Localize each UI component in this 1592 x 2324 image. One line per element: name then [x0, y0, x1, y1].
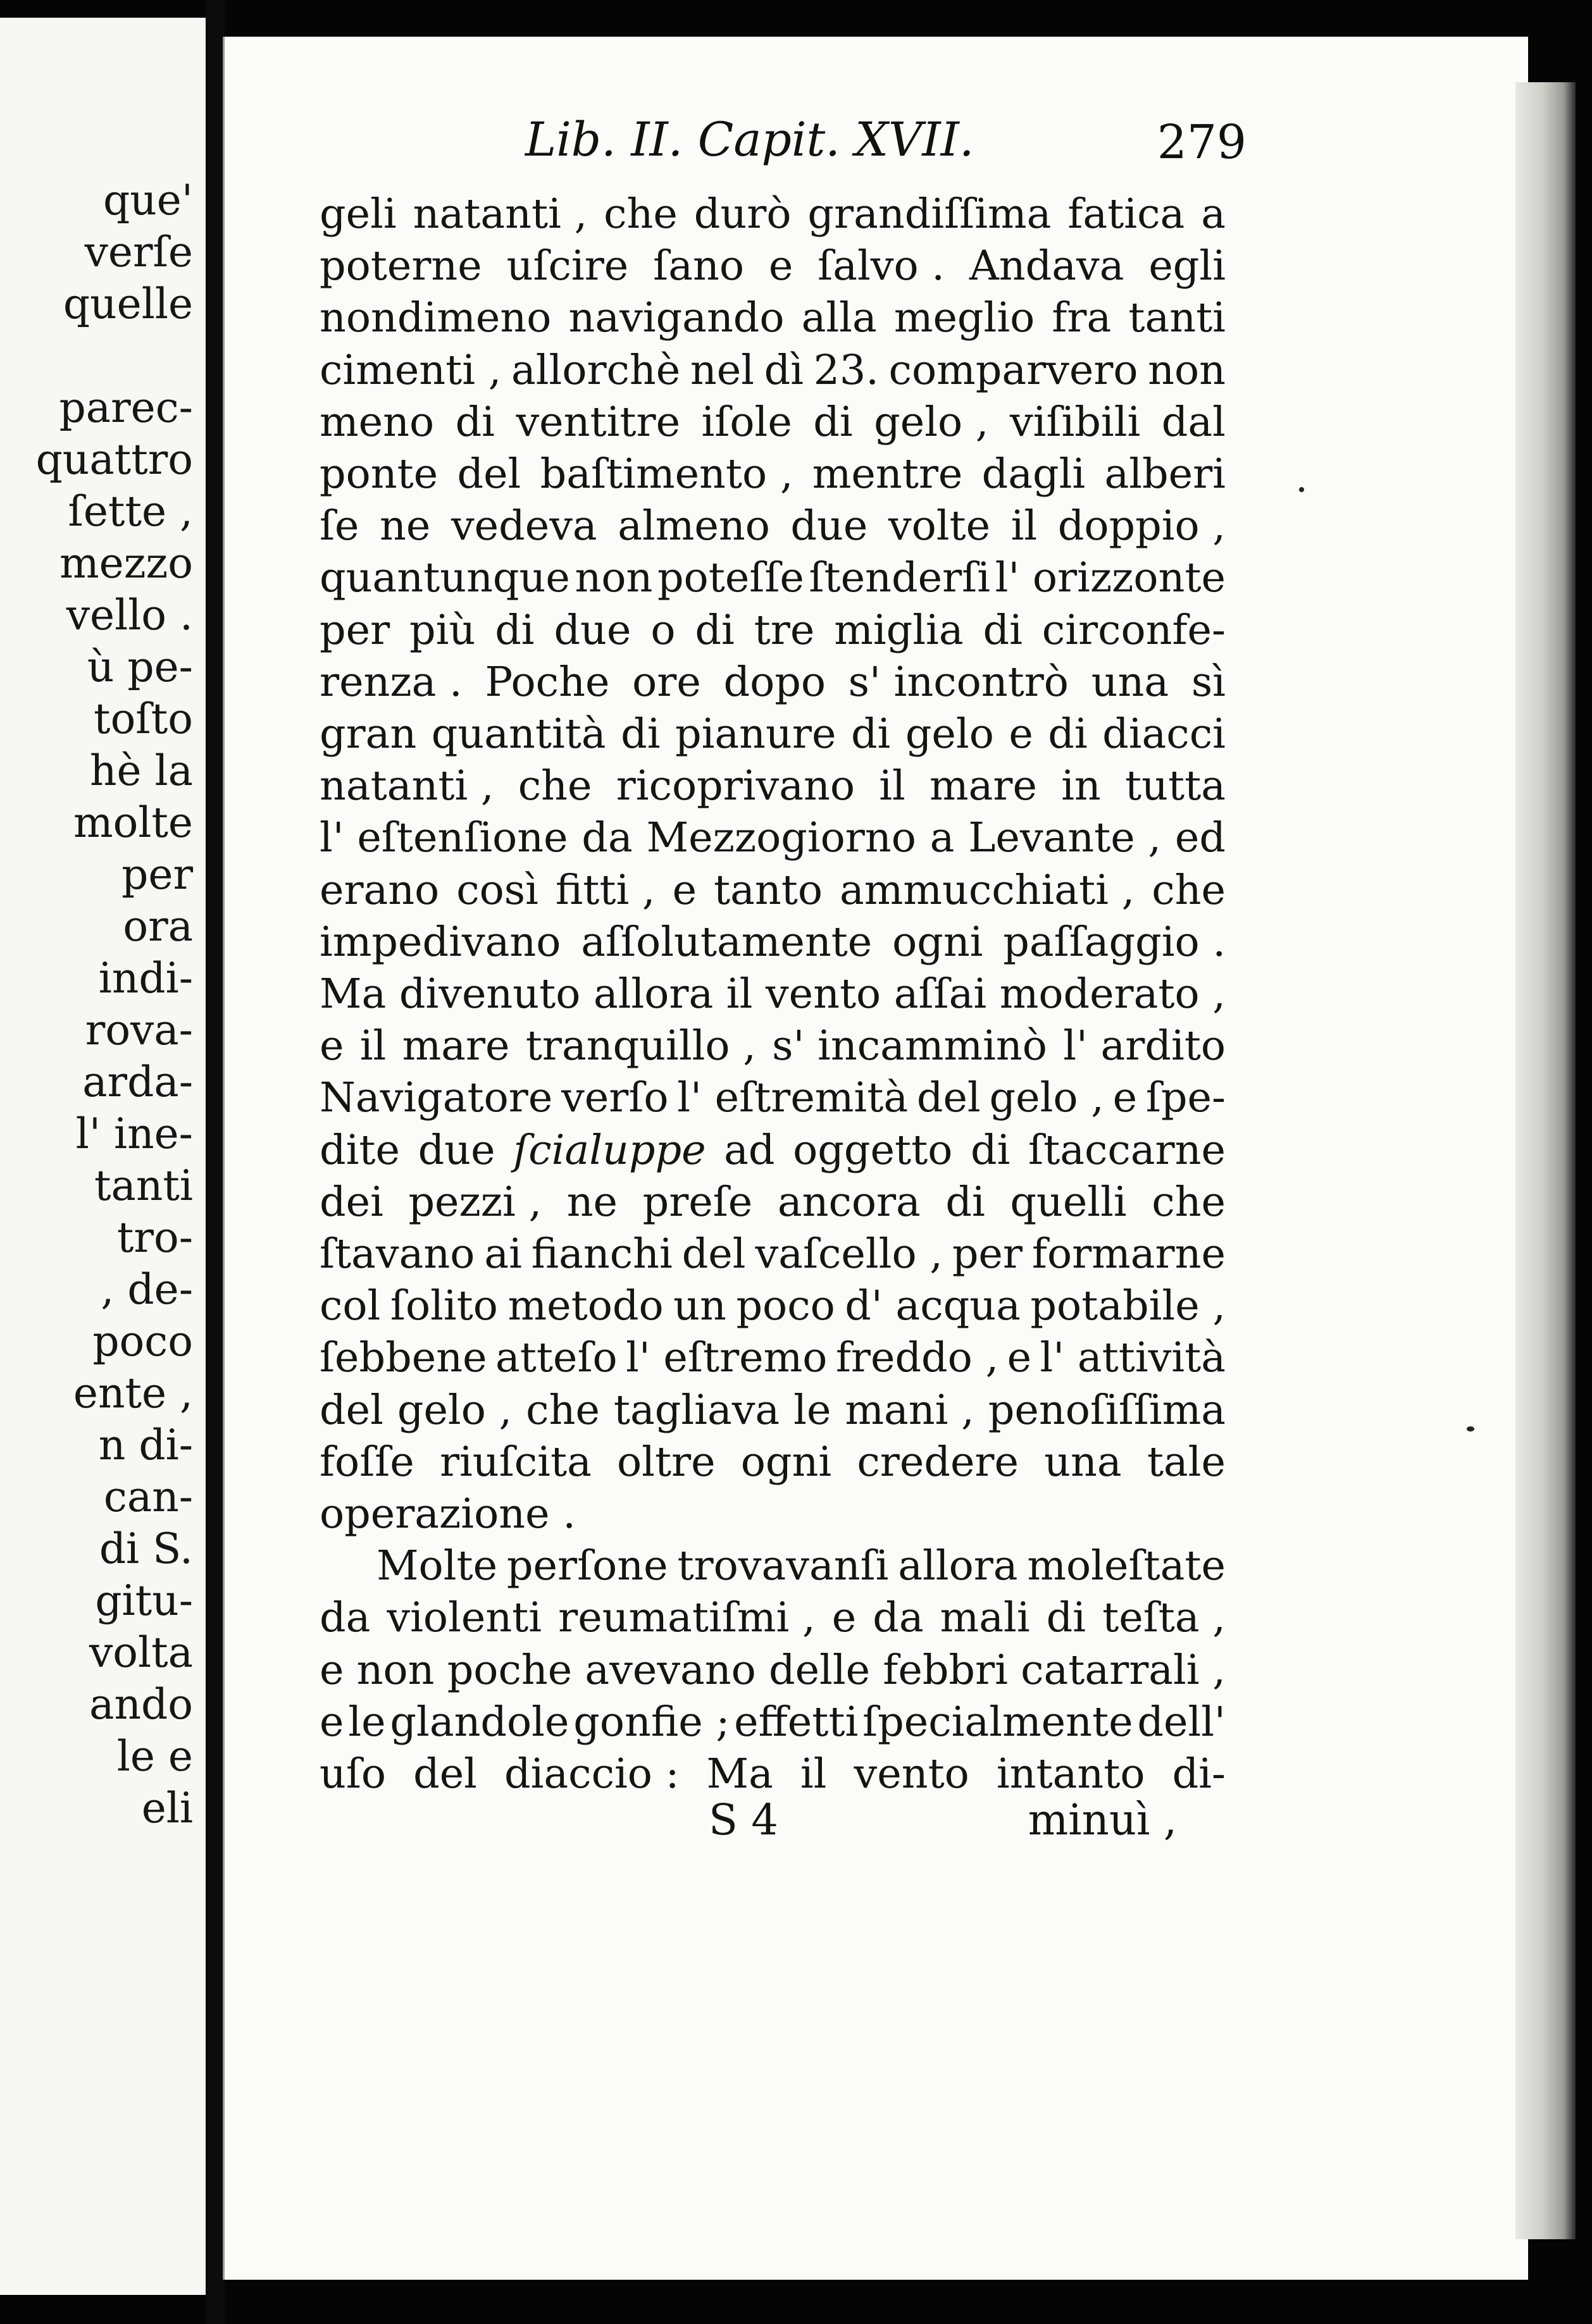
running-head: Lib. II. Capit. XVII.: [525, 113, 974, 167]
word: ventitre: [516, 398, 681, 446]
word: una: [1044, 1438, 1122, 1486]
word: catarrali ,: [1021, 1646, 1226, 1694]
word: credere: [857, 1438, 1019, 1486]
word: vedeva: [451, 502, 597, 550]
word: metodo: [507, 1282, 664, 1330]
word: e: [672, 866, 697, 914]
word: l' orizzonte: [995, 554, 1226, 602]
left-page-line: quattro: [35, 435, 193, 484]
text-line: [320, 240, 1226, 292]
word: due: [554, 606, 631, 654]
word: viſibili: [1009, 398, 1141, 446]
word: di: [621, 710, 661, 758]
word: ad: [724, 1126, 775, 1174]
word: freddo ,: [835, 1334, 999, 1382]
word: ſe: [320, 502, 359, 550]
text-line: [320, 1385, 1226, 1437]
word: oggetto: [793, 1126, 953, 1174]
left-page-line: , de-: [101, 1265, 193, 1314]
word: geli: [320, 190, 397, 238]
text-line: [320, 865, 1226, 917]
word: potabile ,: [1030, 1282, 1226, 1330]
word: di: [455, 398, 495, 446]
word: non: [1148, 346, 1226, 394]
word: l' eſtenſione: [320, 814, 568, 862]
word: gonfie ;: [573, 1698, 730, 1746]
word: gelo: [905, 710, 994, 758]
left-page-line: can-: [103, 1473, 193, 1521]
word: cimenti ,: [320, 346, 502, 394]
left-page-line: arda-: [82, 1058, 193, 1106]
text-line: [320, 657, 1226, 708]
left-page-line: gitu-: [95, 1576, 193, 1625]
word: in: [1061, 762, 1101, 810]
left-page-line: hè la: [89, 746, 193, 795]
text-line: [320, 1280, 1226, 1332]
left-page-line: mezzo: [59, 539, 193, 588]
ink-speck: [1467, 1426, 1474, 1431]
word: per: [952, 1230, 1023, 1278]
left-page-line: per: [121, 850, 193, 899]
word: violenti: [387, 1594, 542, 1642]
word: ſalvo .: [818, 242, 945, 290]
word: baſtimento ,: [540, 450, 793, 498]
word: nel: [690, 346, 754, 394]
word: a: [930, 814, 955, 862]
word: mare: [402, 1022, 510, 1070]
word: del: [457, 450, 521, 498]
word: poco: [736, 1282, 835, 1330]
word: Andava: [969, 242, 1124, 290]
word: le: [793, 1386, 831, 1434]
word: che: [518, 762, 592, 810]
left-page-line: l' ine-: [75, 1109, 193, 1158]
word: uſo: [320, 1750, 387, 1798]
word: ſpe-: [1145, 1074, 1226, 1122]
word: sì: [1191, 658, 1226, 706]
word: Molte: [376, 1542, 498, 1590]
word: avevano: [585, 1646, 756, 1694]
word: circonfe-: [1042, 606, 1226, 654]
word: volte: [888, 502, 991, 550]
word: e: [1007, 1334, 1032, 1382]
word: Poche: [485, 658, 610, 706]
word: da: [873, 1594, 924, 1642]
word: gelo ,: [874, 398, 989, 446]
left-page-line: tro-: [116, 1213, 193, 1262]
word: febbri: [883, 1646, 1008, 1694]
word: Ma: [706, 1750, 773, 1798]
word: uſcire: [506, 242, 629, 290]
word: ed: [1174, 814, 1226, 862]
word: ſtaccarne: [1028, 1126, 1226, 1174]
left-page-line: tanti: [94, 1161, 193, 1210]
text-line: [320, 968, 1226, 1020]
word: perſone: [506, 1542, 668, 1590]
word: più: [409, 606, 476, 654]
word: ancora: [777, 1178, 921, 1226]
word: dei: [320, 1178, 383, 1226]
word: trovavanſi: [677, 1542, 889, 1590]
word: fatica: [1067, 190, 1185, 238]
word: poteſſe: [657, 554, 804, 602]
word: a: [1201, 190, 1226, 238]
word: pezzi ,: [408, 1178, 542, 1226]
word: e: [768, 242, 793, 290]
word: grandiſſima: [807, 190, 1052, 238]
word: ſcialuppe: [513, 1126, 706, 1174]
left-page-line: ando: [89, 1680, 193, 1729]
text-line: [320, 292, 1226, 344]
word: da: [320, 1594, 371, 1642]
word: fianchi: [531, 1230, 673, 1278]
left-page-line: ora: [123, 902, 193, 951]
signature-mark: S 4: [709, 1795, 778, 1845]
word: aſſai: [893, 970, 987, 1018]
word: verſo: [561, 1074, 669, 1122]
text-line: [320, 605, 1226, 657]
word: del: [413, 1750, 477, 1798]
word: dell': [1137, 1698, 1226, 1746]
text-line: [320, 1020, 1226, 1072]
left-page-line: di S.: [99, 1524, 193, 1573]
word: non: [575, 554, 653, 602]
word: quantità: [431, 710, 606, 758]
word: dite: [320, 1126, 400, 1174]
ink-speck: [1299, 487, 1304, 492]
word: un: [673, 1282, 726, 1330]
left-page-line: ente ,: [73, 1369, 193, 1418]
word: dopo: [723, 658, 826, 706]
left-page-line: ù pe-: [87, 643, 193, 691]
word: che: [604, 190, 678, 238]
word: gelo ,: [397, 1386, 513, 1434]
word: tanti: [1128, 294, 1226, 342]
word: e: [320, 1698, 344, 1746]
word: le: [348, 1698, 386, 1746]
word: dagli: [981, 450, 1086, 498]
word: meno: [320, 398, 435, 446]
word: ſtenderſi: [809, 554, 990, 602]
word: ricoprivano: [616, 762, 855, 810]
word: il: [800, 1750, 827, 1798]
word: di: [971, 1126, 1011, 1174]
left-page-line: indi-: [98, 954, 193, 1003]
word: meglio: [893, 294, 1035, 342]
word: riuſcita: [439, 1438, 592, 1486]
text-line: [320, 1177, 1226, 1228]
word: allorchè: [511, 346, 681, 394]
word: tutta: [1124, 762, 1226, 810]
word: miglia: [834, 606, 964, 654]
word: ne: [566, 1178, 618, 1226]
word: e: [831, 1594, 857, 1642]
word: fra: [1052, 294, 1112, 342]
word: e: [320, 1646, 344, 1694]
word: ponte: [320, 450, 438, 498]
text-line: [320, 1437, 1226, 1488]
page-number: 279: [1157, 115, 1247, 170]
word: di: [1046, 1594, 1086, 1642]
word: ſano: [653, 242, 744, 290]
word: che: [526, 1386, 600, 1434]
word: diaccio :: [504, 1750, 680, 1798]
word: ſtavano: [320, 1230, 475, 1278]
word: da: [581, 814, 633, 862]
left-page-line: que': [103, 176, 193, 225]
word: tre: [754, 606, 815, 654]
word: alberi: [1104, 450, 1226, 498]
left-page-line: le e: [116, 1732, 193, 1781]
word: aſſolutamente: [581, 918, 873, 966]
left-page-line: ſette ,: [68, 487, 193, 536]
word: ſpecialmente: [862, 1698, 1133, 1746]
word: l' ardito: [1063, 1022, 1226, 1070]
word: ogni: [740, 1438, 832, 1486]
word: che: [1152, 866, 1226, 914]
word: mali: [940, 1594, 1030, 1642]
text-line: [320, 448, 1226, 500]
word: del: [916, 1074, 981, 1122]
word: vento: [854, 1750, 969, 1798]
word: fitti ,: [555, 866, 656, 914]
word: moleſtate: [1027, 1542, 1226, 1590]
word: ai: [484, 1230, 522, 1278]
word: operazione .: [320, 1490, 576, 1538]
word: l' attività: [1040, 1334, 1226, 1382]
word: col: [320, 1282, 381, 1330]
word: di-: [1172, 1750, 1226, 1798]
text-line: [320, 708, 1226, 760]
word: di: [695, 606, 735, 654]
left-page-line: volta: [89, 1628, 193, 1677]
word: foſſe: [320, 1438, 414, 1486]
text-line: [320, 1697, 1226, 1748]
word: mentre: [812, 450, 963, 498]
word: paſſaggio .: [1003, 918, 1226, 966]
page-header: [525, 113, 1247, 182]
left-page-line: molte: [73, 798, 193, 847]
word: divenuto: [399, 970, 581, 1018]
text-line: [320, 1488, 1226, 1540]
word: poterne: [320, 242, 482, 290]
word: ogni: [892, 918, 983, 966]
word: tale: [1147, 1438, 1226, 1486]
word: del: [681, 1230, 746, 1278]
word: renza .: [320, 658, 463, 706]
word: di: [983, 606, 1023, 654]
word: intanto: [996, 1750, 1145, 1798]
word: il: [1011, 502, 1038, 550]
text-line: [320, 1332, 1226, 1384]
word: o: [650, 606, 676, 654]
word: di: [945, 1178, 985, 1226]
word: non: [356, 1646, 435, 1694]
word: nondimeno: [320, 294, 552, 342]
text-line: [320, 1748, 1226, 1800]
word: erano: [320, 866, 440, 914]
left-page-line: vello .: [66, 591, 193, 640]
word: glandole: [390, 1698, 569, 1746]
left-page-line: n di-: [98, 1421, 193, 1469]
word: Navigatore: [320, 1074, 553, 1122]
word: che: [1152, 1178, 1226, 1226]
left-page-line: poco: [92, 1317, 193, 1366]
text-line: [320, 1540, 1226, 1592]
left-page-line: eli: [141, 1784, 193, 1833]
word: natanti ,: [320, 762, 494, 810]
left-page-line: quelle: [63, 280, 193, 328]
page-footer: [709, 1795, 1177, 1845]
text-line: [320, 397, 1226, 448]
word: Mezzogiorno: [646, 814, 916, 862]
word: ſebbene: [320, 1334, 487, 1382]
word: di: [850, 710, 891, 758]
word: mani ,: [845, 1386, 974, 1434]
word: gran: [320, 710, 417, 758]
word: impedivano: [320, 918, 561, 966]
word: il: [726, 970, 753, 1018]
word: preſe: [642, 1178, 753, 1226]
text-line: [320, 345, 1226, 397]
text-line: [320, 1228, 1226, 1280]
word: Ma: [320, 970, 387, 1018]
word: il: [879, 762, 905, 810]
word: formarne: [1031, 1230, 1226, 1278]
text-line: [320, 1072, 1226, 1124]
text-line: [320, 812, 1226, 864]
word: moderato ,: [999, 970, 1226, 1018]
word: allora: [898, 1542, 1018, 1590]
word: doppio ,: [1057, 502, 1226, 550]
word: pianure: [675, 710, 836, 758]
word: e: [320, 1022, 344, 1070]
text-line: [320, 1645, 1226, 1697]
word: durò: [693, 190, 792, 238]
word: s' incontrò: [848, 658, 1069, 706]
left-page-line: verſe: [84, 228, 193, 276]
word: egli: [1148, 242, 1226, 290]
word: diacci: [1102, 710, 1226, 758]
word: alla: [801, 294, 877, 342]
word: di: [495, 606, 535, 654]
word: il: [359, 1022, 387, 1070]
word: ſolito: [390, 1282, 498, 1330]
book-gutter: [206, 0, 225, 2324]
word: allora: [593, 970, 714, 1018]
word: dal: [1161, 398, 1226, 446]
word: di: [1048, 710, 1088, 758]
word: di: [813, 398, 853, 446]
word: vento: [765, 970, 881, 1018]
word: del: [320, 1386, 383, 1434]
word: ore: [632, 658, 701, 706]
page-stack-edge: [1515, 82, 1576, 2239]
word: due: [418, 1126, 495, 1174]
word: iſole: [701, 398, 792, 446]
word: teſta ,: [1102, 1594, 1226, 1642]
previous-page: [0, 18, 215, 2295]
text-line: [320, 1592, 1226, 1644]
word: l' eſtremità: [677, 1074, 909, 1122]
word: effetti: [734, 1698, 859, 1746]
catchword: minuì ,: [1028, 1795, 1177, 1845]
word: s' incamminò: [772, 1022, 1047, 1070]
word: una: [1091, 658, 1169, 706]
word: atteſo: [495, 1334, 618, 1382]
word: dì: [764, 346, 804, 394]
text-line: [320, 552, 1226, 604]
word: 23.: [813, 346, 879, 394]
text-line: [320, 1125, 1226, 1177]
word: quelli: [1010, 1178, 1127, 1226]
left-page-line: parec-: [59, 383, 193, 432]
word: d' acqua: [845, 1282, 1021, 1330]
word: tanto: [713, 866, 823, 914]
text-line: [320, 917, 1226, 968]
word: comparvero: [888, 346, 1138, 394]
word: due: [790, 502, 868, 550]
word: almeno: [618, 502, 770, 550]
word: penoſiſſima: [988, 1386, 1226, 1434]
word: vaſcello ,: [755, 1230, 943, 1278]
word: e: [1009, 710, 1033, 758]
word: tagliava: [613, 1386, 780, 1434]
word: oltre: [617, 1438, 716, 1486]
word: poche: [447, 1646, 573, 1694]
text-line: [320, 760, 1226, 812]
word: navigando: [568, 294, 785, 342]
word: quantunque: [320, 554, 570, 602]
word: per: [320, 606, 390, 654]
text-line: [320, 500, 1226, 552]
word: l' eſtremo: [626, 1334, 828, 1382]
word: delle: [768, 1646, 871, 1694]
word: ammucchiati ,: [839, 866, 1135, 914]
text-line: [320, 189, 1226, 240]
word: tranquillo ,: [525, 1022, 756, 1070]
word: e: [1112, 1074, 1138, 1122]
word: mare: [930, 762, 1037, 810]
word: ne: [380, 502, 431, 550]
word: natanti ,: [413, 190, 588, 238]
word: Levante ,: [968, 814, 1162, 862]
word: gelo ,: [989, 1074, 1104, 1122]
word: reumatiſmi ,: [558, 1594, 816, 1642]
left-page-line: toſto: [94, 695, 193, 743]
left-page-line: rova-: [85, 1006, 193, 1054]
word: così: [456, 866, 538, 914]
